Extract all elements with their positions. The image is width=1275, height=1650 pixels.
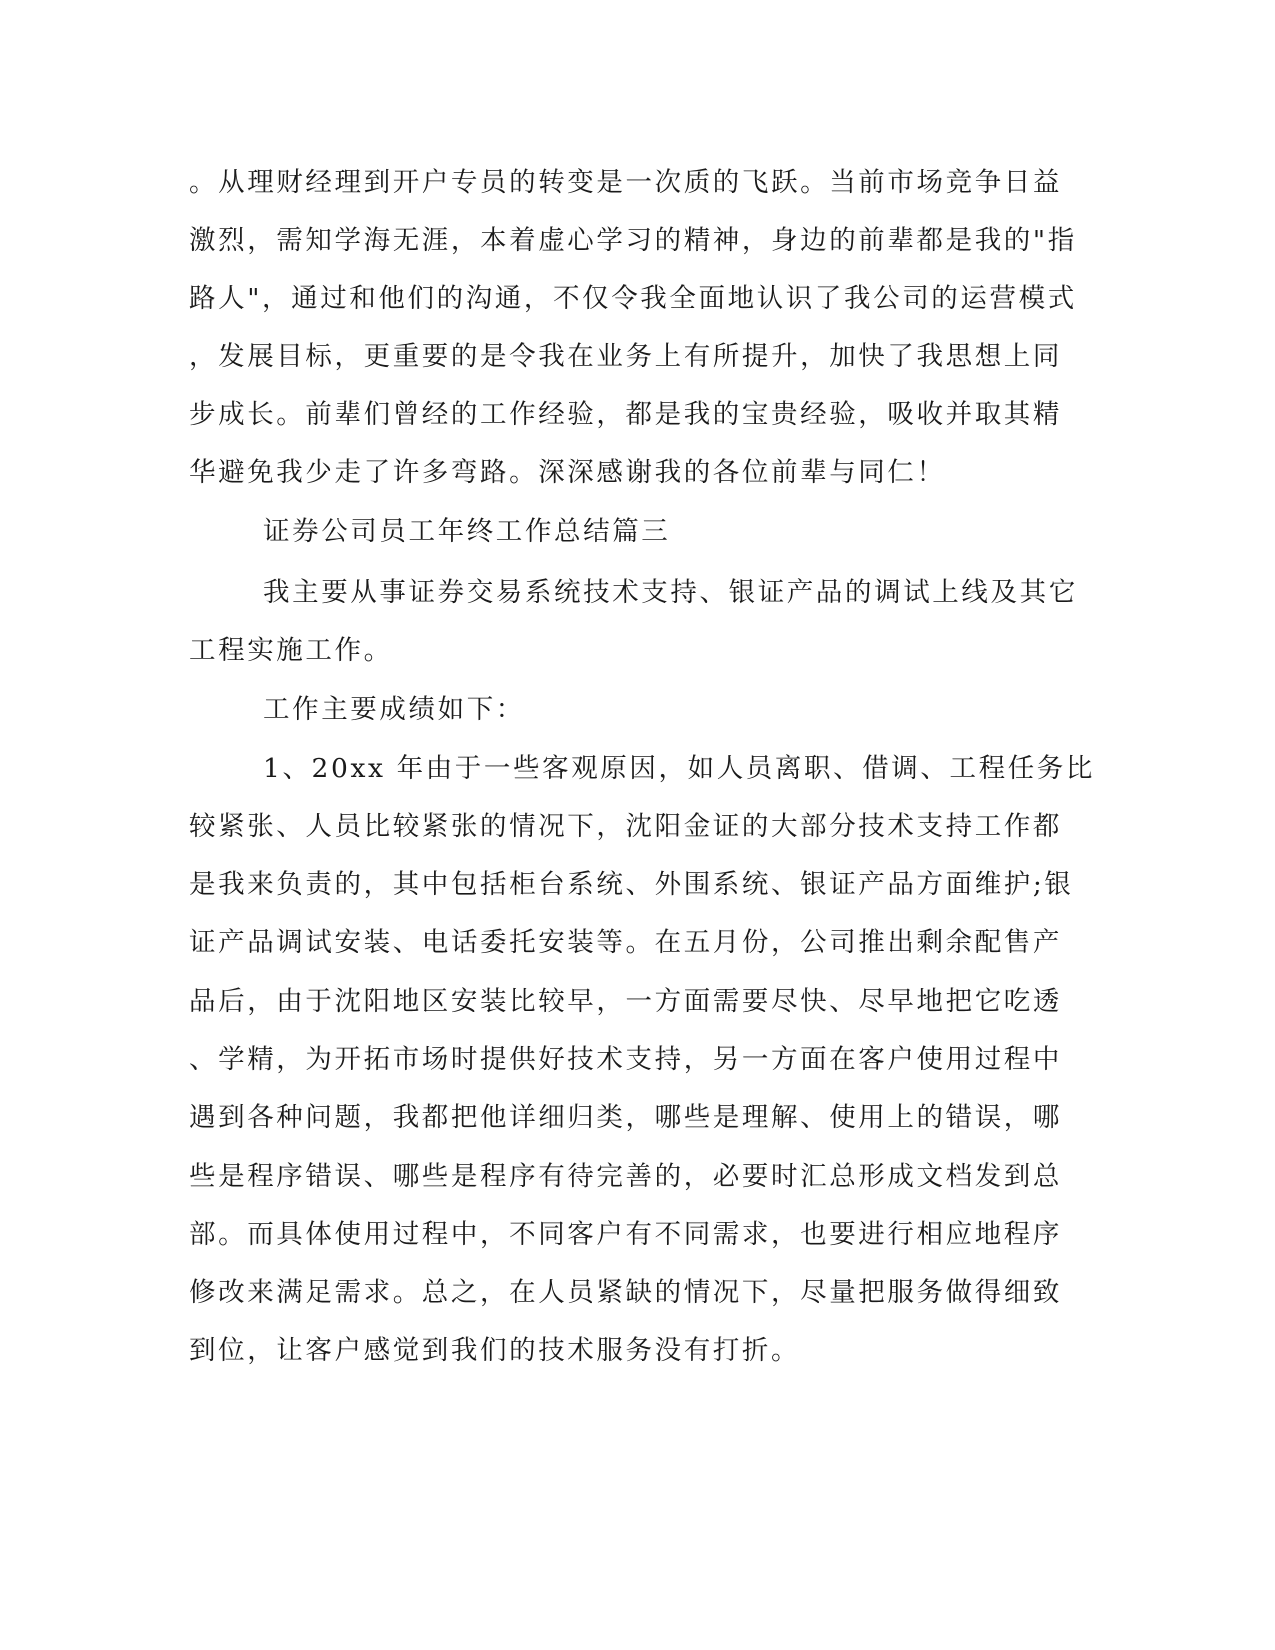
paragraph-line: 我主要从事证券交易系统技术支持、银证产品的调试上线及其它	[263, 577, 1078, 608]
paragraph-line: 修改来满足需求。总之，在人员紧缺的情况下，尽量把服务做得细致	[189, 1277, 1062, 1308]
paragraph-line: 1、20xx 年由于一些客观原因，如人员离职、借调、工程任务比	[263, 753, 1095, 784]
paragraph-line: 遇到各种问题，我都把他详细归类，哪些是理解、使用上的错误，哪	[189, 1102, 1062, 1133]
paragraph-line: 工作主要成绩如下：	[263, 694, 525, 725]
paragraph-line: 些是程序错误、哪些是程序有待完善的，必要时汇总形成文档发到总	[189, 1161, 1062, 1192]
paragraph-line: 部。而具体使用过程中，不同客户有不同需求，也要进行相应地程序	[189, 1219, 1062, 1250]
paragraph-line: 品后，由于沈阳地区安装比较早，一方面需要尽快、尽早地把它吃透	[189, 986, 1062, 1017]
paragraph-line: 、学精，为开拓市场时提供好技术支持，另一方面在客户使用过程中	[189, 1044, 1062, 1075]
paragraph-line: 工程实施工作。	[189, 635, 393, 666]
paragraph-line: 华避免我少走了许多弯路。深深感谢我的各位前辈与同仁！	[189, 457, 946, 488]
paragraph-line: 。从理财经理到开户专员的转变是一次质的飞跃。当前市场竞争日益	[189, 167, 1062, 198]
paragraph-line: 较紧张、人员比较紧张的情况下，沈阳金证的大部分技术支持工作都	[189, 811, 1062, 842]
paragraph-line: 路人"，通过和他们的沟通，不仅令我全面地认识了我公司的运营模式	[189, 283, 1077, 314]
paragraph-line: 是我来负责的，其中包括柜台系统、外围系统、银证产品方面维护;银	[189, 869, 1074, 900]
paragraph-line: 证产品调试安装、电话委托安装等。在五月份，公司推出剩余配售产	[189, 927, 1062, 958]
paragraph-line: 步成长。前辈们曾经的工作经验，都是我的宝贵经验，吸收并取其精	[189, 399, 1062, 430]
paragraph-line: 到位，让客户感觉到我们的技术服务没有打折。	[189, 1335, 801, 1366]
paragraph-line: 激烈，需知学海无涯，本着虚心学习的精神，身边的前辈都是我的"指	[189, 225, 1077, 256]
section-heading: 证券公司员工年终工作总结篇三	[263, 516, 671, 547]
paragraph-line: ，发展目标，更重要的是令我在业务上有所提升，加快了我思想上同	[189, 341, 1062, 372]
